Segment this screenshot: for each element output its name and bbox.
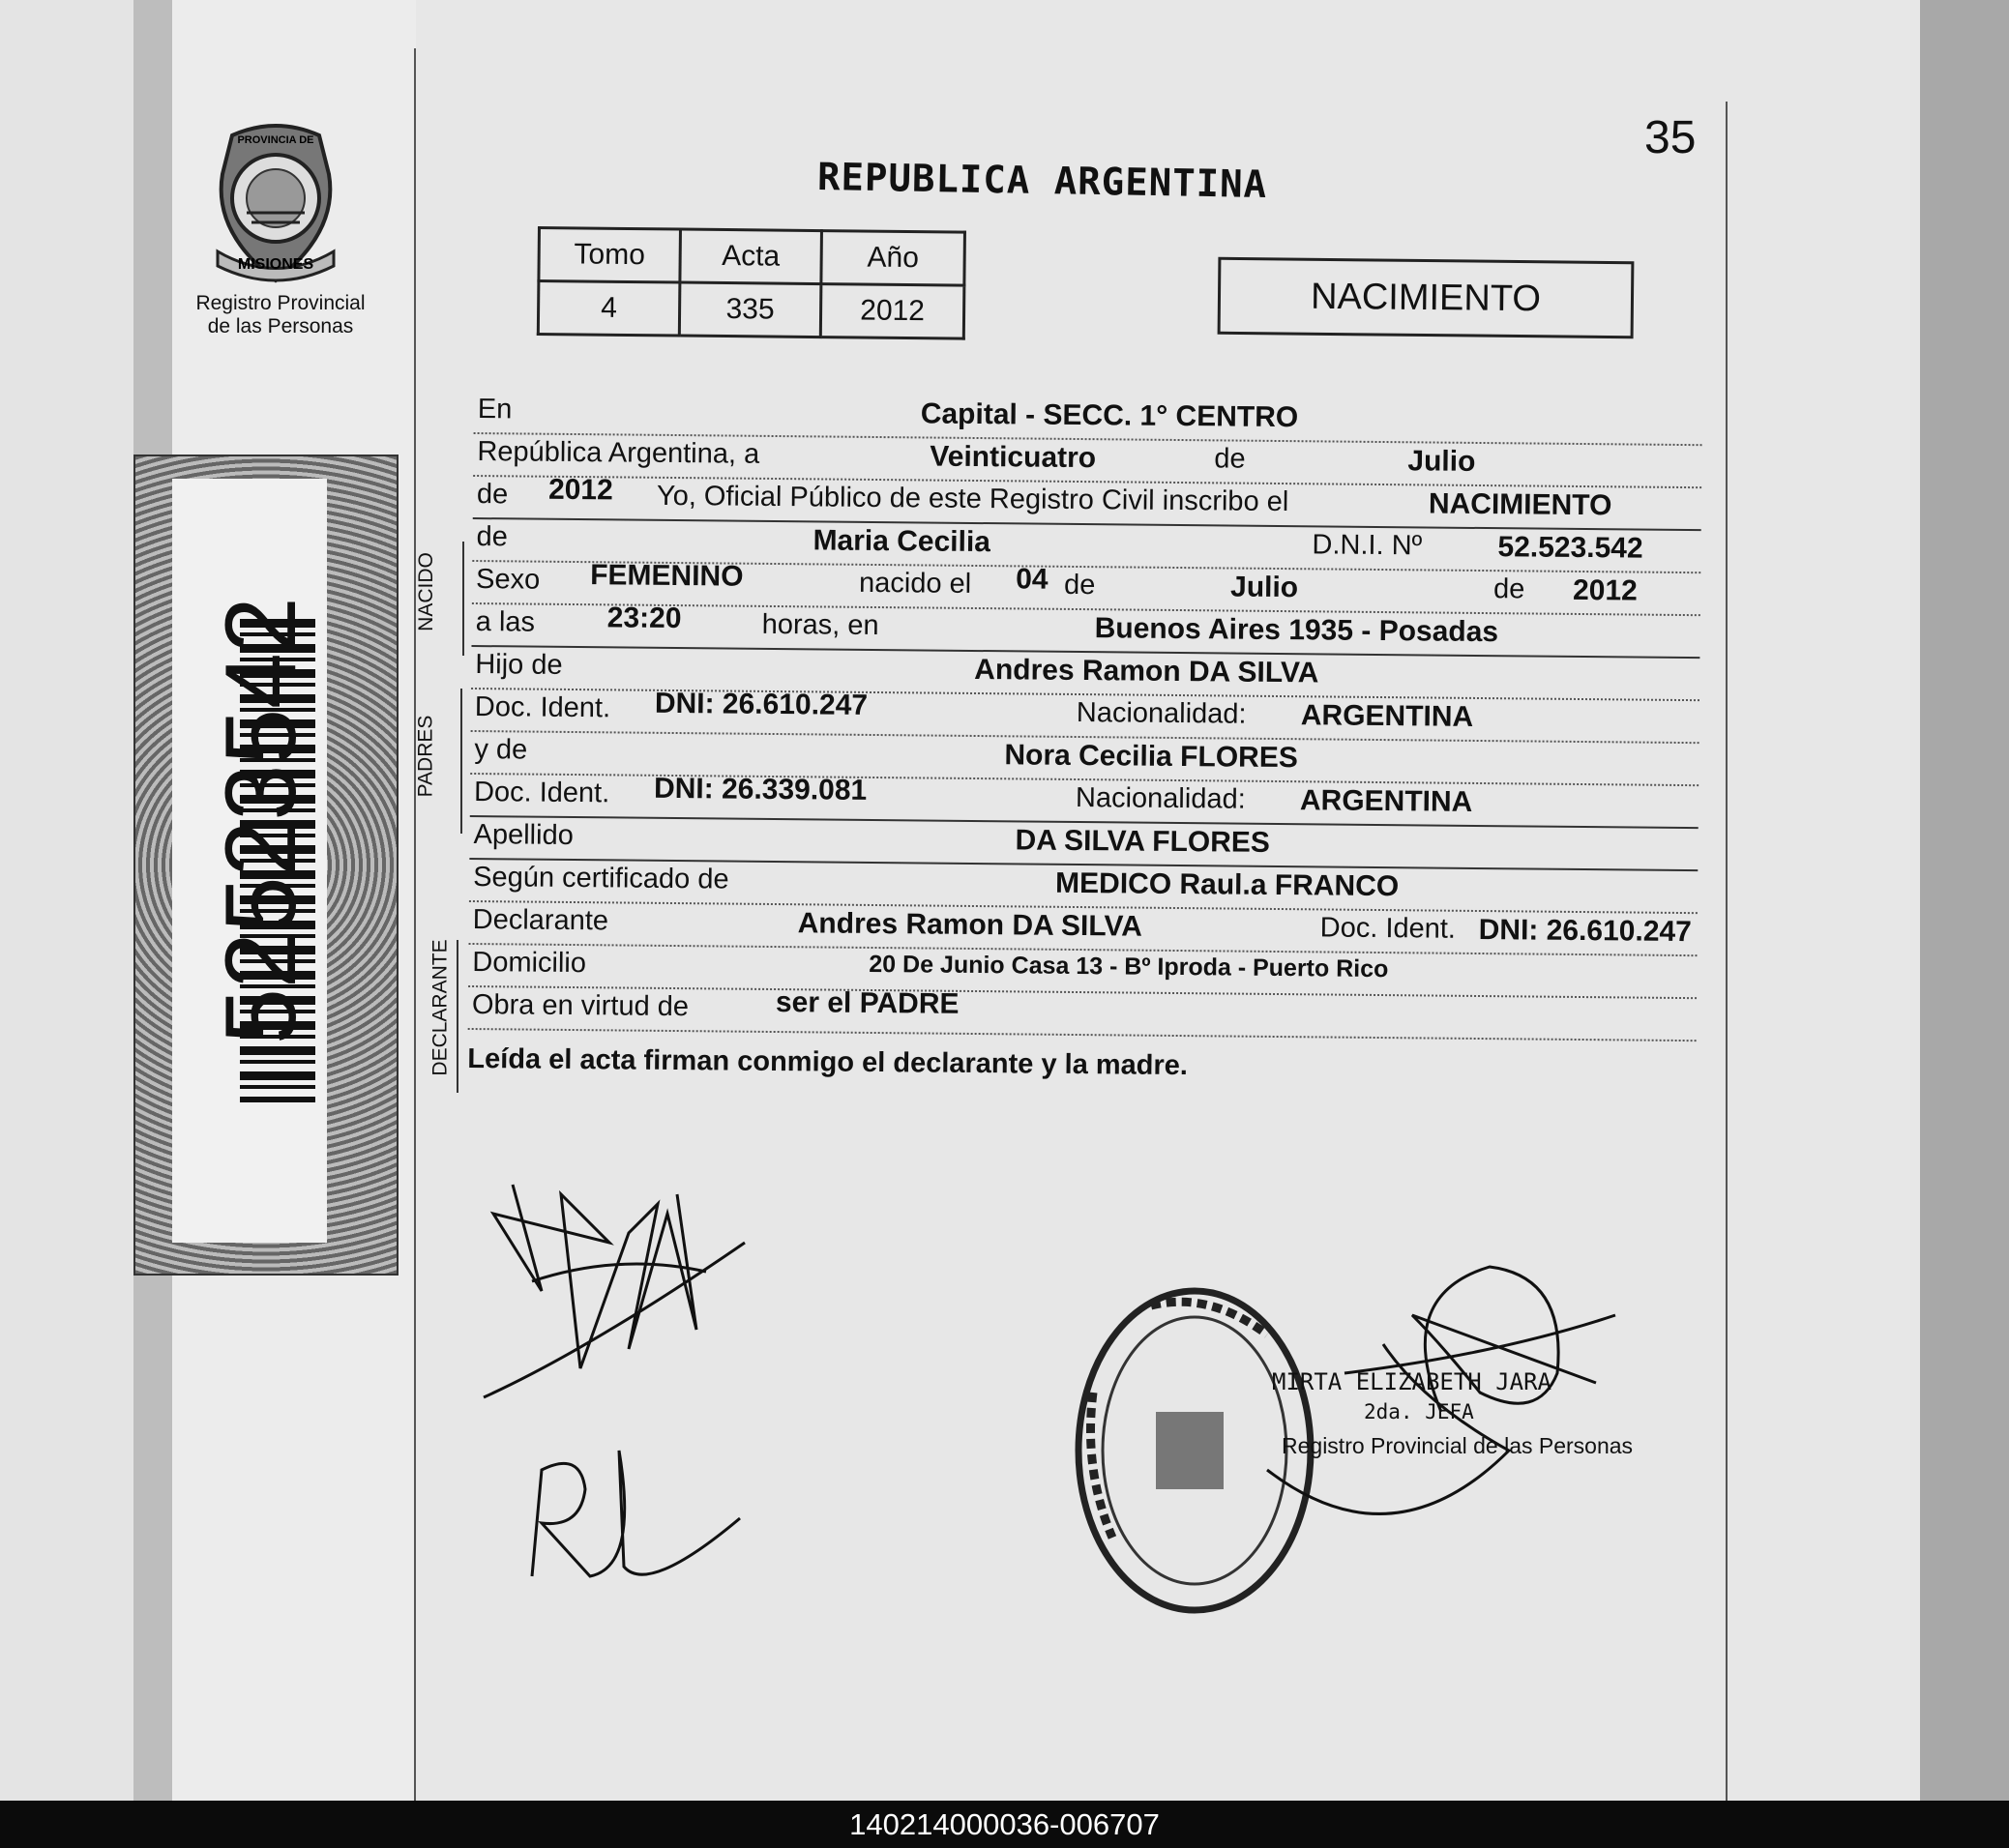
doc-label: Doc. Ident. [473, 777, 610, 809]
declarant-reason: ser el PADRE [775, 986, 960, 1020]
declarant-name: Andres Ramon DA SILVA [797, 907, 1143, 943]
tomo-header: Tomo [539, 228, 681, 283]
page-edge [1920, 0, 2009, 1801]
de-label: de [476, 521, 508, 553]
child-surname: DA SILVA FLORES [1015, 824, 1271, 859]
nacido-label: nacido el [858, 567, 972, 600]
mother-signature [513, 1431, 754, 1596]
birth-time: 23:20 [606, 601, 682, 635]
nacionalidad-label: Nacionalidad: [1076, 696, 1247, 730]
hijo-label: Hijo de [475, 649, 563, 681]
svg-text:MISIONES: MISIONES [237, 256, 314, 273]
record-year: 2012 [547, 473, 613, 507]
section-label-nacido: NACIDO [414, 552, 437, 631]
left-margin-rule [414, 48, 416, 1801]
alas-label: a las [475, 606, 536, 638]
sexo-label: Sexo [475, 564, 541, 596]
closing-statement: Leída el acta firman conmigo el declarante y la madre. [467, 1042, 1189, 1082]
padres-section-rule [460, 689, 462, 834]
birth-record-form [467, 392, 1702, 1087]
svg-text:PROVINCIA DE: PROVINCIA DE [237, 134, 314, 146]
declarante-label: Declarante [472, 904, 609, 937]
certificate-doctor: MEDICO Raul.a FRANCO [1054, 866, 1400, 903]
de-label: de [476, 479, 509, 511]
birth-year: 2012 [1572, 573, 1638, 607]
record-month: Julio [1407, 445, 1476, 478]
apellido-label: Apellido [473, 819, 574, 852]
father-name: Andres Ramon DA SILVA [974, 653, 1319, 689]
mother-name: Nora Cecilia FLORES [1004, 739, 1298, 775]
acta-value: 335 [679, 282, 821, 337]
section-label-declarante: DECLARANTE [428, 939, 452, 1076]
record-day: Veinticuatro [930, 440, 1097, 475]
declarant-address: 20 De Junio Casa 13 - Bº Iproda - Puerto Rico [869, 950, 1389, 983]
inscription-type: NACIMIENTO [1428, 487, 1612, 522]
scan-footer: 140214000036-006707 [0, 1801, 2009, 1848]
de-label: de [1063, 569, 1096, 601]
yde-label: y de [474, 734, 528, 766]
place-of-record: Capital - SECC. 1° CENTRO [920, 397, 1299, 434]
child-sex: FEMENINO [590, 559, 744, 593]
declarante-section-rule [457, 940, 458, 1093]
dni-label: D.N.I. Nº [1312, 529, 1423, 562]
mother-nationality: ARGENTINA [1299, 784, 1473, 818]
anio-value: 2012 [820, 284, 964, 339]
mother-doc: DNI: 26.339.081 [653, 772, 868, 807]
declarant-signature [474, 1175, 754, 1407]
anio-header: Año [821, 231, 965, 286]
official-signature [1248, 1257, 1635, 1547]
child-dni: 52.523.542 [1497, 531, 1643, 565]
obra-label: Obra en virtud de [471, 989, 690, 1023]
father-doc: DNI: 26.610.247 [654, 687, 869, 721]
doc-label: Doc. Ident. [1319, 912, 1457, 945]
de-label: de [1214, 443, 1246, 475]
folio-number: 35 [1644, 112, 1697, 163]
horas-label: horas, en [761, 608, 879, 642]
oficial-text: Yo, Oficial Público de este Registro Civil inscribo el [656, 480, 1289, 518]
tomo-value: 4 [538, 281, 680, 337]
domicilio-label: Domicilio [472, 947, 587, 980]
acta-header: Acta [680, 229, 822, 284]
registry-name-line1: Registro Provincial [195, 292, 366, 314]
declarant-doc: DNI: 26.610.247 [1478, 913, 1692, 949]
de-label: de [1492, 573, 1525, 605]
child-name: Maria Cecilia [812, 524, 991, 559]
nacido-section-rule [462, 542, 464, 656]
en-label: En [477, 394, 513, 425]
father-nationality: ARGENTINA [1300, 699, 1474, 733]
record-type-box: NACIMIENTO [1218, 257, 1635, 338]
record-table [537, 226, 966, 340]
birth-place: Buenos Aires 1935 - Posadas [1094, 612, 1499, 649]
section-label-padres: PADRES [414, 715, 437, 798]
republica-label: República Argentina, a [477, 436, 760, 470]
record-table-header-row [539, 228, 965, 286]
nacionalidad-label: Nacionalidad: [1075, 781, 1246, 815]
certificado-label: Según certificado de [473, 862, 729, 895]
doc-label: Doc. Ident. [474, 691, 611, 724]
official-role: 2da. JEFA [1364, 1400, 1474, 1423]
birth-day: 04 [1016, 563, 1049, 596]
registry-name-line2: de las Personas [207, 315, 354, 337]
registry-name [184, 292, 377, 338]
province-crest-icon [203, 116, 348, 290]
record-table-value-row [538, 281, 964, 339]
country-title: REPUBLICA ARGENTINA [816, 155, 1268, 208]
official-name: MIRTA ELIZABETH JARA [1272, 1368, 1551, 1395]
official-office: Registro Provincial de las Personas [1282, 1433, 1634, 1458]
right-margin-rule [1726, 102, 1728, 1801]
barcode-bars [240, 619, 315, 1102]
birth-month: Julio [1229, 571, 1299, 604]
